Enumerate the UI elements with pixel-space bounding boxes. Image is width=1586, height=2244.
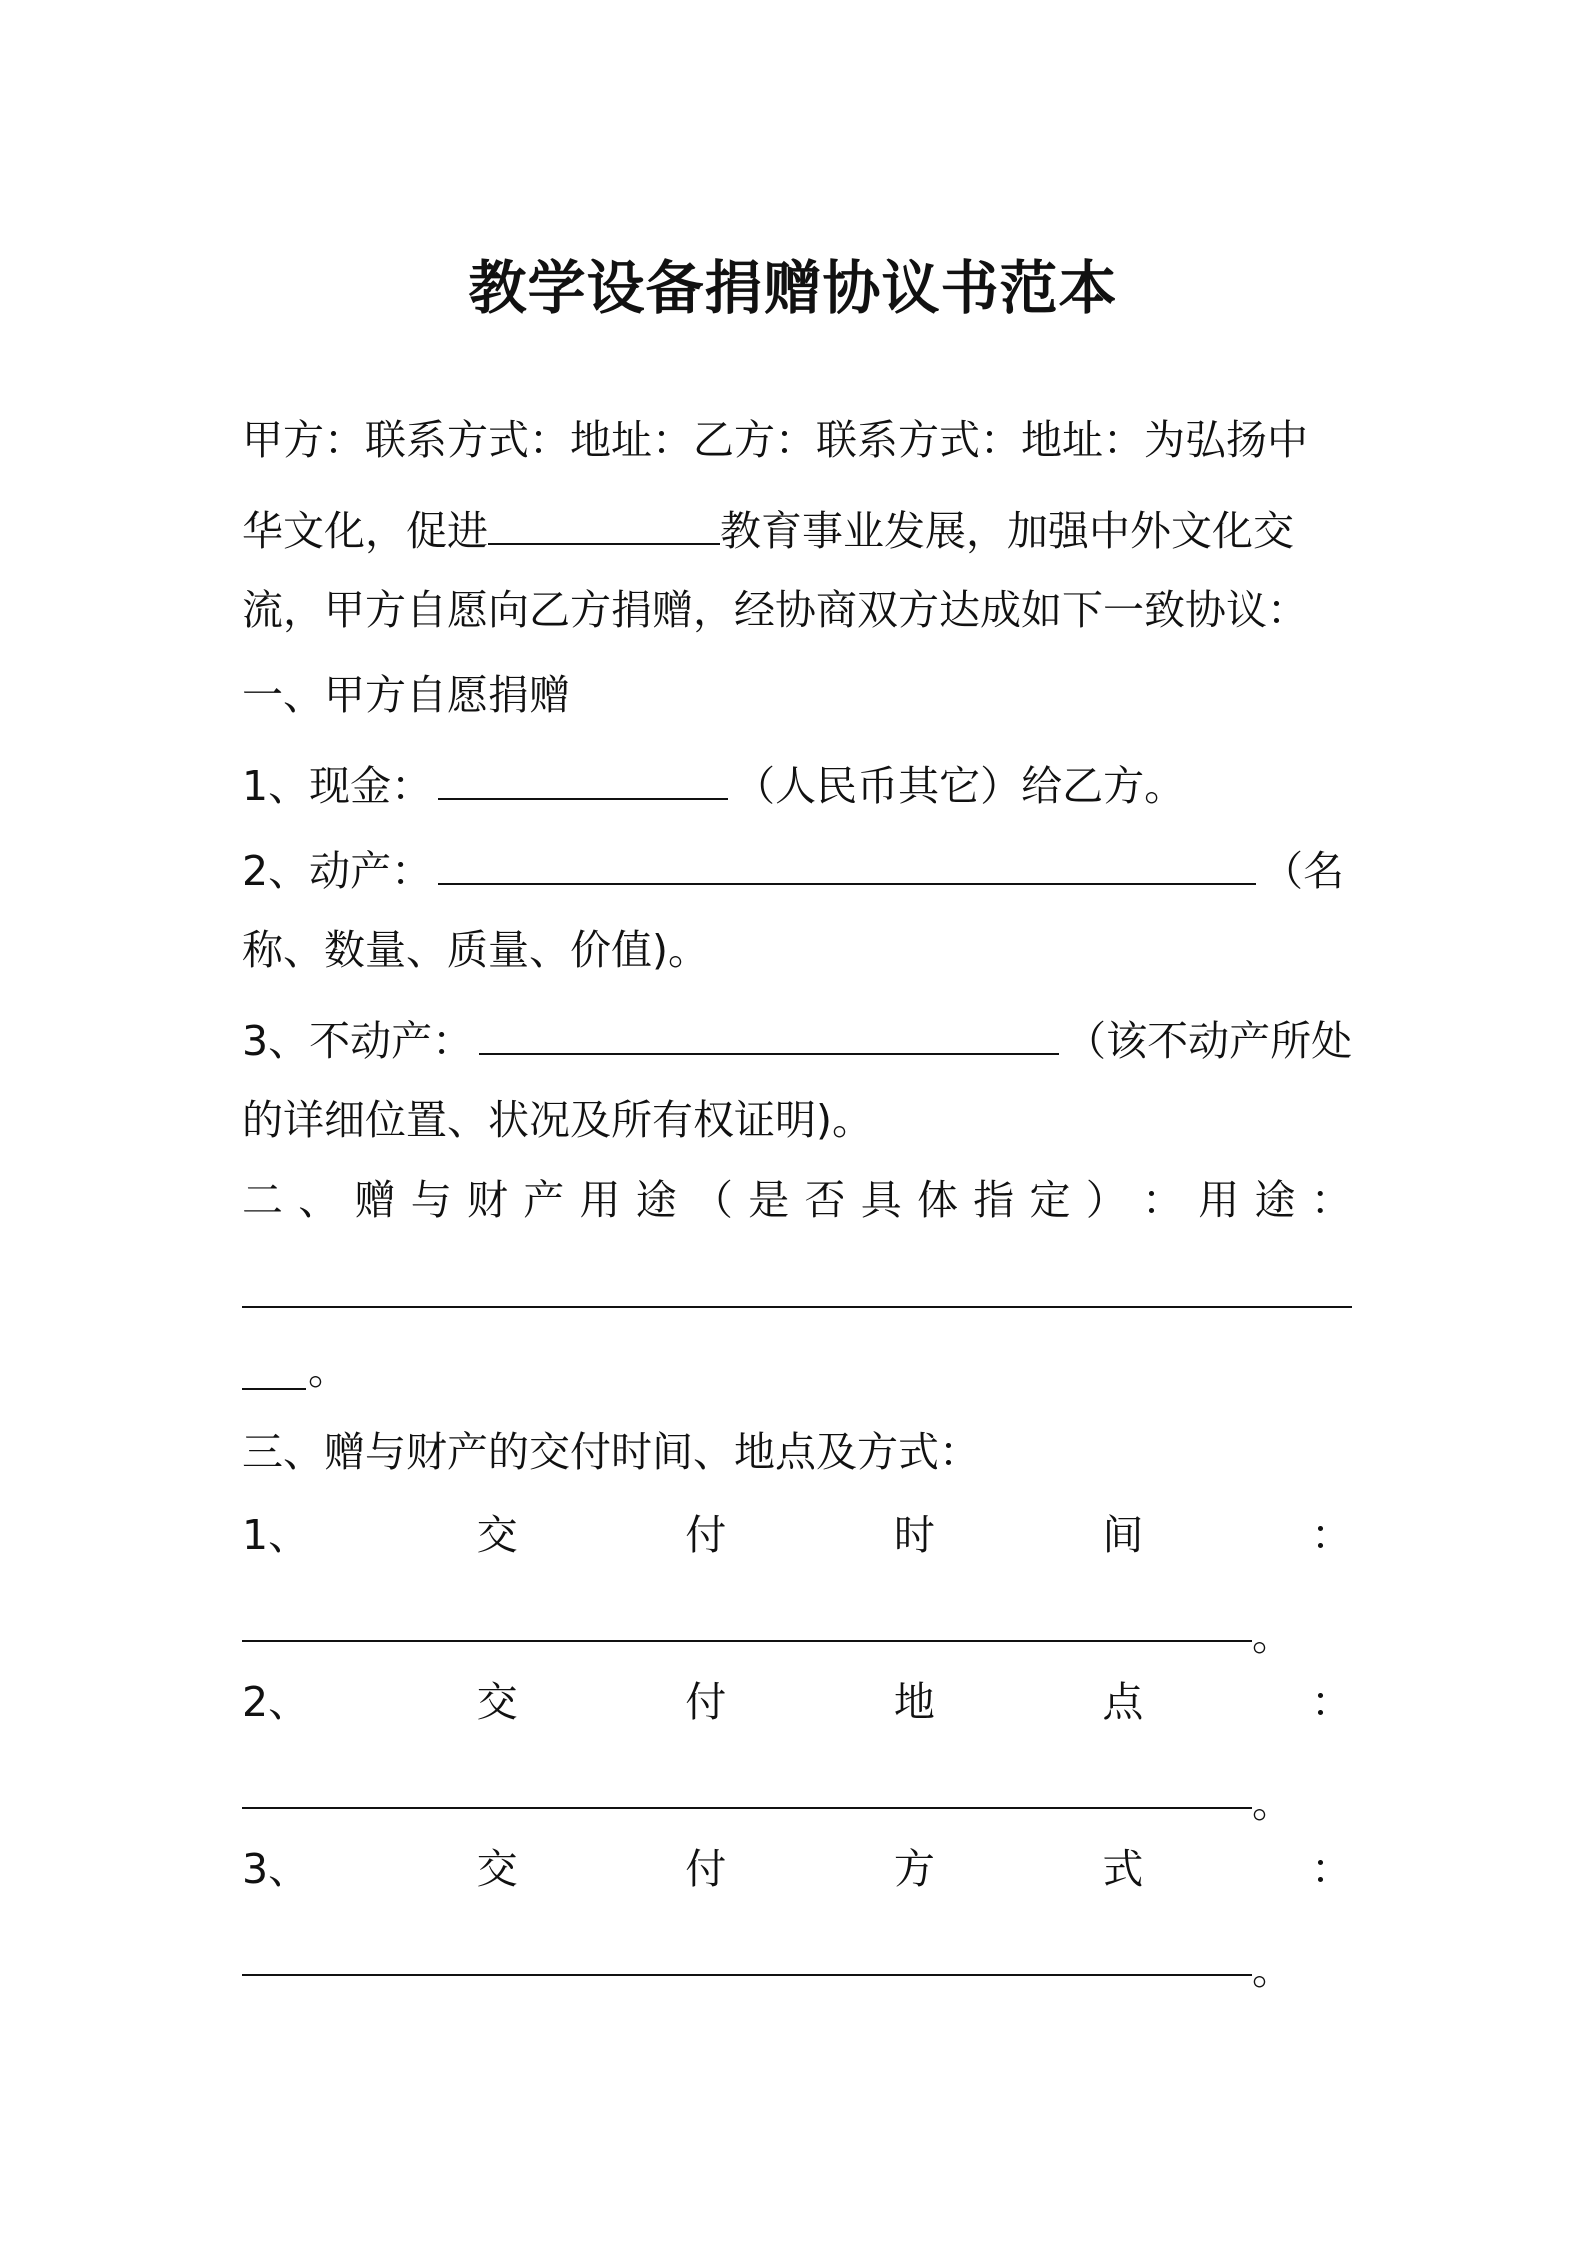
delivery-place-label xyxy=(242,1672,1352,1732)
section-2-char: ） xyxy=(1085,1176,1127,1224)
section-2-char: 途 xyxy=(1254,1176,1296,1224)
delivery-time-colon: ： xyxy=(1310,1511,1352,1559)
section-2-char: 用 xyxy=(1198,1176,1240,1224)
delivery-method-end-mark: 。 xyxy=(1252,1946,1293,1994)
section-2-char: 否 xyxy=(804,1176,846,1224)
immovable-suffix: （该不动产所处 xyxy=(1065,1017,1353,1065)
immovable-label: 3、不动产： xyxy=(242,1017,474,1065)
delivery-time-char: 交 xyxy=(476,1511,518,1559)
delivery-time-char: 时 xyxy=(893,1511,935,1559)
section-2-char: 产 xyxy=(523,1176,565,1224)
immovable-continuation: 的详细位置、状况及所有权证明)。 xyxy=(242,1096,873,1144)
section-2-char: 财 xyxy=(467,1176,508,1224)
delivery-method-num: 3、 xyxy=(242,1845,310,1893)
movable-suffix: （名 xyxy=(1262,847,1345,895)
delivery-method-label xyxy=(242,1839,1352,1899)
cash-label: 1、现金： xyxy=(242,762,433,810)
section-2-char: 途 xyxy=(635,1176,677,1224)
delivery-place-char: 点 xyxy=(1102,1678,1144,1726)
usage-blank-line-1[interactable] xyxy=(242,1306,1352,1308)
delivery-method-char: 式 xyxy=(1102,1845,1144,1893)
delivery-time-end-mark: 。 xyxy=(1252,1612,1293,1660)
section-3-heading: 三、赠与财产的交付时间、地点及方式： xyxy=(242,1428,980,1476)
document-title: 教学设备捐赠协议书范本 xyxy=(468,254,1118,322)
movable-blank[interactable] xyxy=(438,835,1256,885)
intro-line-2 xyxy=(242,495,1352,555)
delivery-method-char: 方 xyxy=(893,1845,935,1893)
cash-item xyxy=(242,750,1352,810)
intro-line-2-end: 教育事业发展，加强中外文化交 xyxy=(720,507,1294,555)
education-blank[interactable] xyxy=(488,495,720,545)
section-2-char: 是 xyxy=(748,1176,790,1224)
movable-item xyxy=(242,835,1352,895)
delivery-place-blank[interactable] xyxy=(242,1807,1252,1809)
section-2-char: 具 xyxy=(860,1176,902,1224)
delivery-time-num: 1、 xyxy=(242,1511,310,1559)
intro-line-3: 流，甲方自愿向乙方捐赠，经协商双方达成如下一致协议： xyxy=(242,586,1308,634)
delivery-time-char: 付 xyxy=(685,1511,727,1559)
cash-suffix: （人民币其它）给乙方。 xyxy=(734,762,1186,810)
section-2-heading xyxy=(242,1170,1352,1230)
intro-line-2-start: 华文化，促进 xyxy=(242,507,488,555)
section-2-char: 指 xyxy=(973,1176,1015,1224)
section-2-char: 与 xyxy=(410,1176,452,1224)
delivery-place-char: 地 xyxy=(893,1678,935,1726)
cash-blank[interactable] xyxy=(438,750,728,800)
section-2-char: 体 xyxy=(917,1176,958,1224)
delivery-method-char: 付 xyxy=(685,1845,727,1893)
delivery-place-colon: ： xyxy=(1310,1678,1352,1726)
section-2-char: 赠 xyxy=(354,1176,396,1224)
delivery-place-end-mark: 。 xyxy=(1252,1779,1293,1827)
delivery-place-num: 2、 xyxy=(242,1678,310,1726)
section-2-char: 、 xyxy=(298,1176,340,1224)
section-2-char: （ xyxy=(692,1176,733,1224)
section-1-heading: 一、甲方自愿捐赠 xyxy=(242,671,570,719)
delivery-method-blank[interactable] xyxy=(242,1974,1252,1976)
immovable-blank[interactable] xyxy=(479,1005,1059,1055)
section-2-char: 用 xyxy=(579,1176,621,1224)
delivery-place-char: 交 xyxy=(476,1678,518,1726)
delivery-time-blank[interactable] xyxy=(242,1640,1252,1642)
delivery-time-char: 间 xyxy=(1102,1511,1144,1559)
section-2-char: 定 xyxy=(1029,1176,1071,1224)
section-2-char: ： xyxy=(1142,1176,1183,1224)
intro-line-1: 甲方：联系方式：地址：乙方：联系方式：地址：为弘扬中 xyxy=(242,416,1308,464)
movable-label: 2、动产： xyxy=(242,847,433,895)
usage-blank-line-2[interactable] xyxy=(242,1388,306,1390)
usage-end-mark: 。 xyxy=(308,1346,349,1394)
delivery-method-colon: ： xyxy=(1310,1845,1352,1893)
delivery-time-label xyxy=(242,1505,1352,1565)
section-2-char: ： xyxy=(1310,1176,1352,1224)
movable-continuation: 称、数量、质量、价值)。 xyxy=(242,926,709,974)
section-2-char: 二 xyxy=(242,1176,283,1224)
delivery-place-char: 付 xyxy=(685,1678,727,1726)
delivery-method-char: 交 xyxy=(476,1845,518,1893)
immovable-item xyxy=(242,1005,1352,1065)
